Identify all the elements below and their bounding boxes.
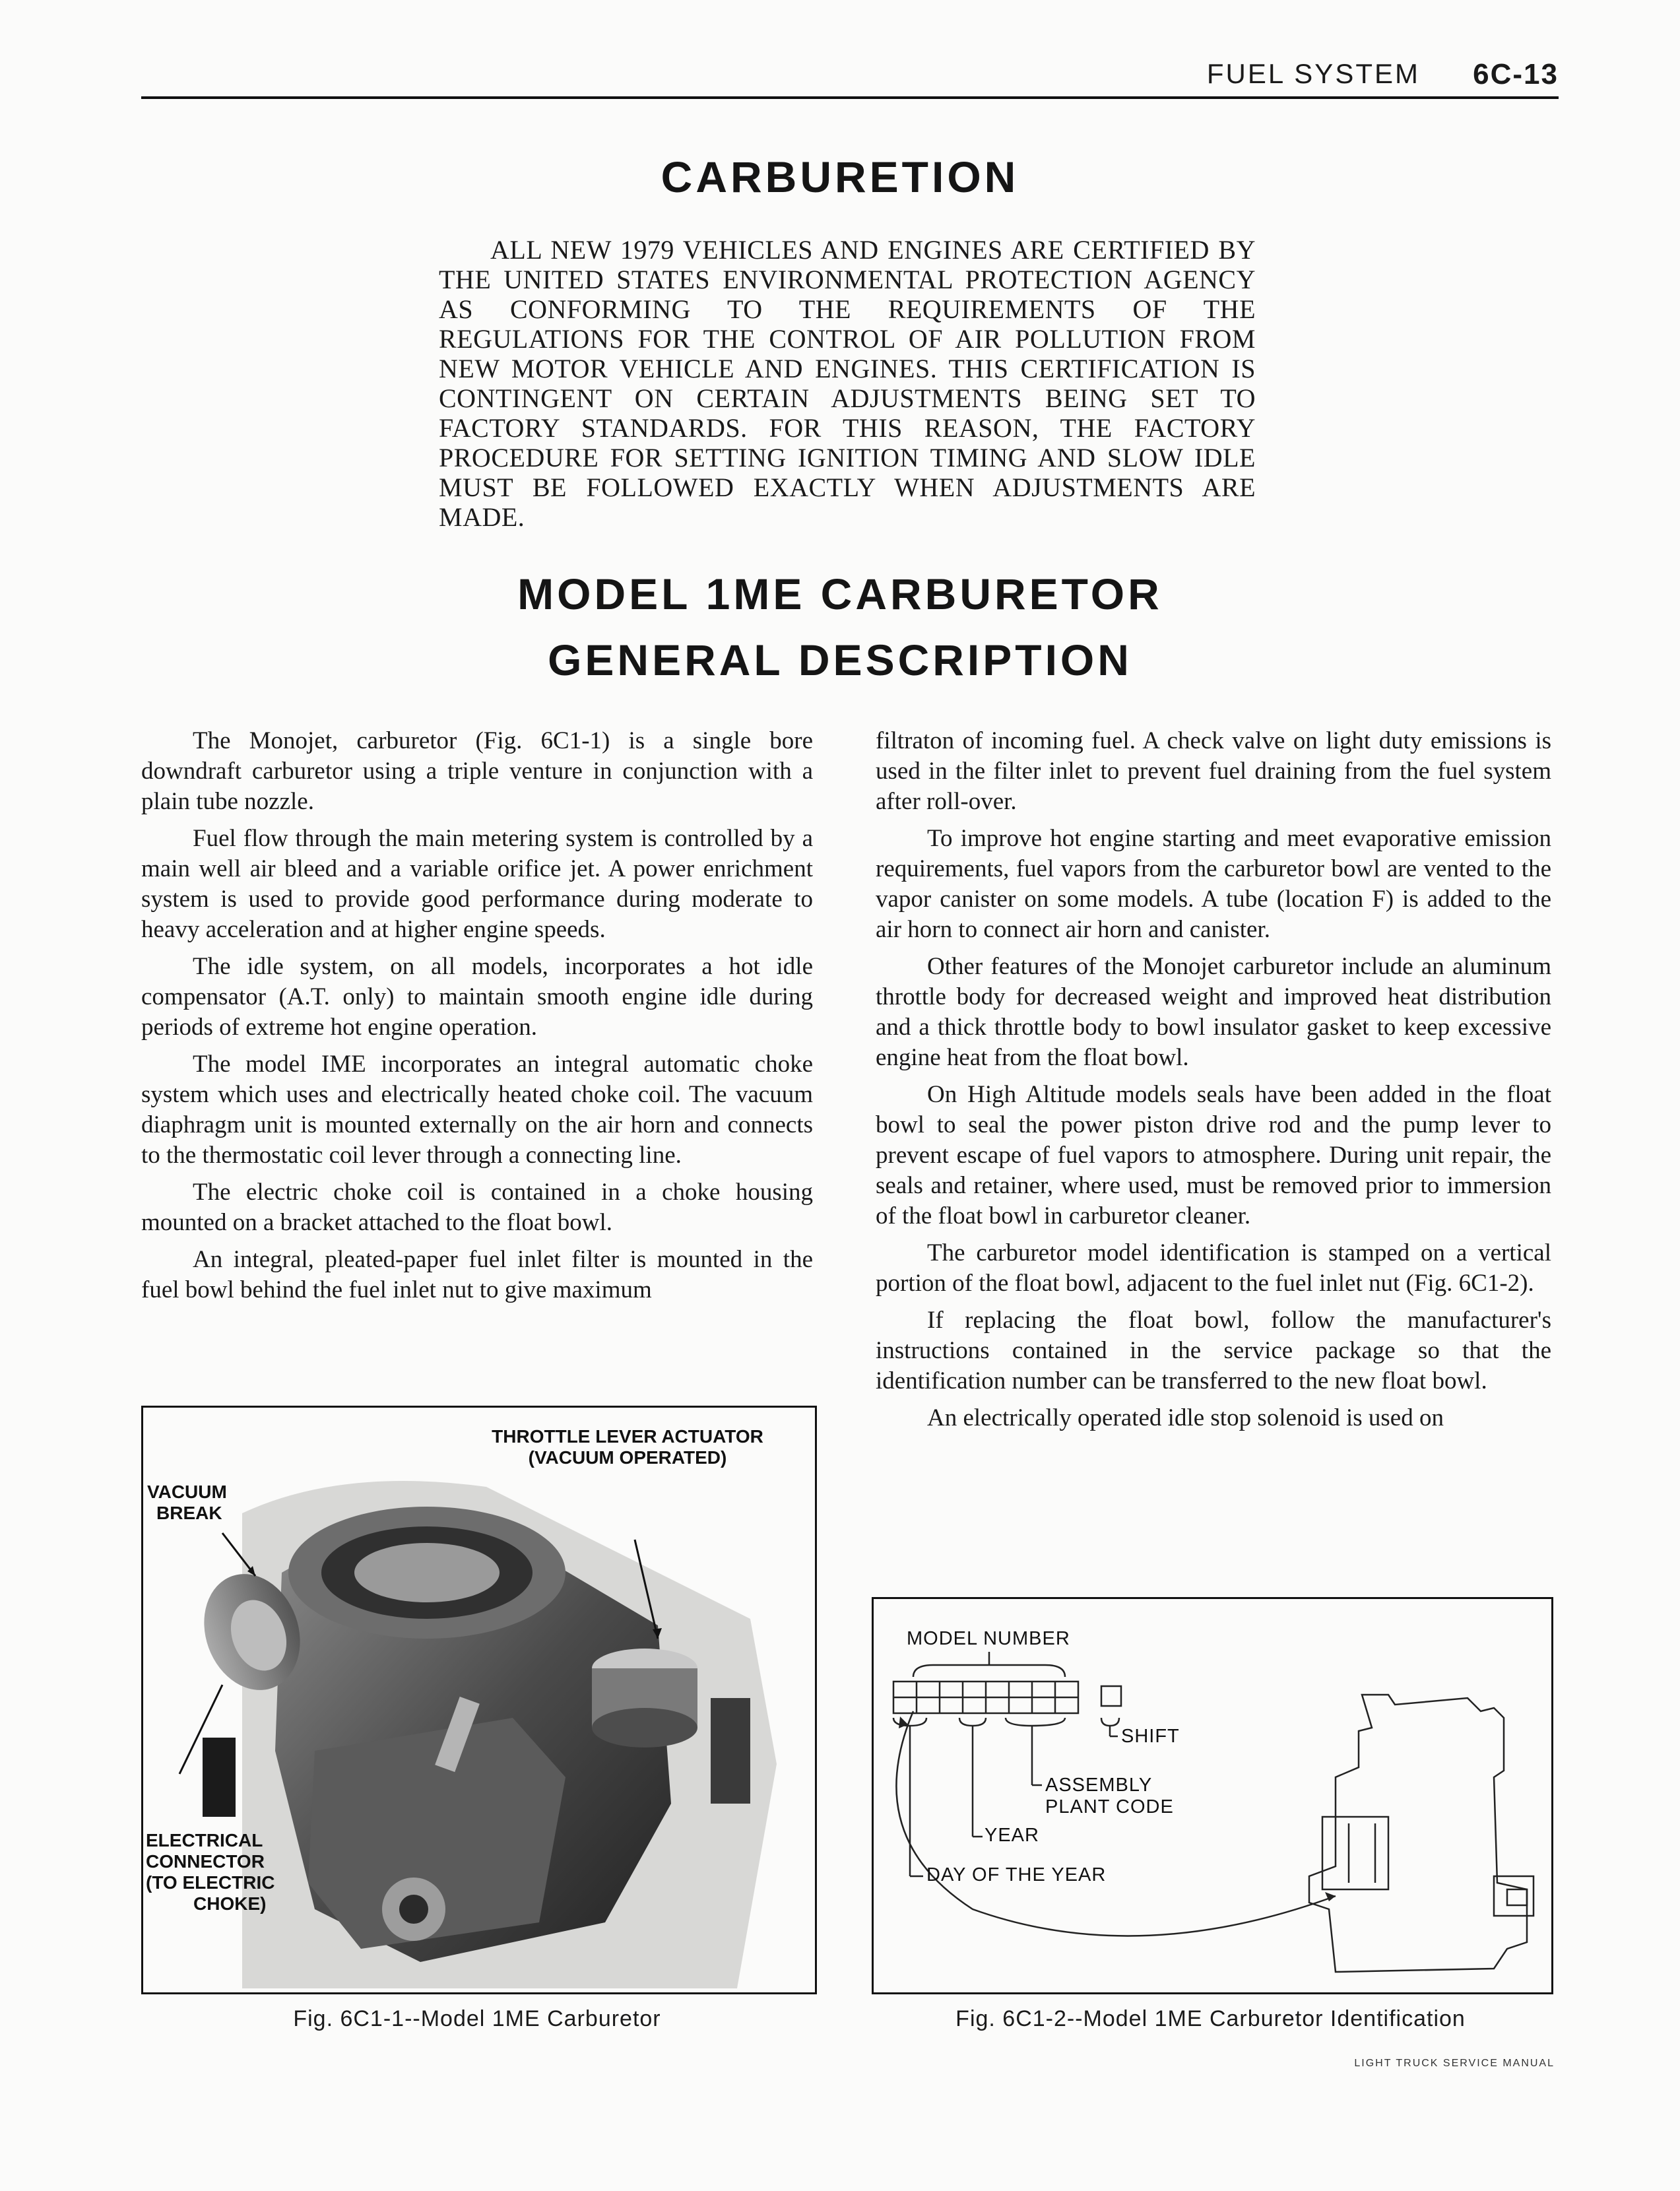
paragraph: If replacing the float bowl, follow the manufacturer's instructions contained in the service package so that the identification number can be transferred to the new float bowl.: [876, 1307, 1551, 1394]
paragraph: The electric choke coil is contained in a choke housing mounted on a bracket attached to the float bowl.: [141, 1179, 813, 1236]
label-year: YEAR: [985, 1825, 1039, 1846]
figure-carburetor-photo: [141, 1406, 817, 1994]
label-line: (TO ELECTRIC: [146, 1872, 275, 1893]
heading-general-description: GENERAL DESCRIPTION: [548, 636, 1132, 684]
figure-carburetor-identification: [872, 1597, 1553, 1994]
paragraph: The carburetor model identification is stamped on a vertical portion of the float bowl, adjacent to the fuel inlet nut (Fig. 6C1-2).: [876, 1239, 1551, 1297]
label-electrical-connector: [146, 1830, 275, 1914]
section-title: FUEL SYSTEM: [1206, 58, 1420, 89]
paragraph: To improve hot engine starting and meet evaporative emission requirements, fuel vapors from the carburetor bowl are vented to the vapor canister on some models. A tube (location F) is added to the air horn to connect air horn and canister.: [876, 825, 1551, 943]
label-shift: SHIFT: [1121, 1726, 1180, 1747]
label-line: CONNECTOR: [146, 1851, 265, 1872]
label-line: THROTTLE LEVER ACTUATOR: [492, 1426, 763, 1447]
label-line: PLANT CODE: [1045, 1796, 1174, 1817]
paragraph: The idle system, on all models, incorporates a hot idle compensator (A.T. only) to maintain smooth engine idle during periods of extreme hot engine operation.: [141, 953, 813, 1041]
certification-notice: ALL NEW 1979 VEHICLES AND ENGINES ARE CERTIFIED BY THE UNITED STATES ENVIRONMENTAL PROTECTION AGENCY AS CONFORMING TO THE REQUIREMENTS OF THE REGULATIONS FOR THE CONTROL OF AIR POLLUTION FROM NEW MOTOR VEHICLE AND ENGINES. THIS CERTIFICATION IS CONTINGENT ON CERTAIN ADJUSTMENTS BEING SET TO FACTORY STANDARDS. FOR THIS REASON, THE FACTORY PROCEDURE FOR SETTING IGNITION TIMING AND SLOW IDLE MUST BE FOLLOWED EXACTLY WHEN ADJUSTMENTS ARE MADE.: [439, 235, 1256, 532]
label-line: BREAK: [156, 1503, 222, 1523]
page-header: [141, 54, 1559, 99]
label-line: ELECTRICAL: [146, 1830, 263, 1850]
figure2-caption: Fig. 6C1-2--Model 1ME Carburetor Identification: [955, 2006, 1466, 2031]
label-line: (VACUUM OPERATED): [528, 1447, 727, 1468]
page-number: 6C-13: [1473, 58, 1559, 90]
footer-manual-title: LIGHT TRUCK SERVICE MANUAL: [1354, 2058, 1555, 2069]
label-day-of-the-year: DAY OF THE YEAR: [926, 1864, 1107, 1885]
paragraph: The Monojet, carburetor (Fig. 6C1-1) is a single bore downdraft carburetor using a triple venture in conjunction with a plain tube nozzle.: [141, 727, 813, 815]
heading-carburetion: CARBURETION: [661, 152, 1019, 201]
figure1-caption: Fig. 6C1-1--Model 1ME Carburetor: [293, 2006, 661, 2031]
label-model-number: MODEL NUMBER: [907, 1628, 1070, 1649]
paragraph: The model IME incorporates an integral automatic choke system which uses and electrically heated choke coil. The vacuum diaphragm unit is mounted externally on the air horn and connects to the thermostatic coil lever through a connecting line.: [141, 1051, 813, 1169]
label-assembly-plant-code: [1045, 1775, 1174, 1818]
paragraph-continuation: filtraton of incoming fuel. A check valve on light duty emissions is used in the filter inlet to prevent fuel draining from the fuel system after roll-over.: [876, 727, 1551, 815]
right-column: [876, 726, 1551, 1440]
label-line: VACUUM: [147, 1482, 227, 1502]
identification-diagram: [874, 1599, 1551, 1992]
label-line: CHOKE): [193, 1893, 267, 1914]
label-throttle-lever-actuator: [482, 1426, 773, 1468]
paragraph: An electrically operated idle stop solenoid is used on: [927, 1404, 1444, 1431]
paragraph: An integral, pleated-paper fuel inlet filter is mounted in the fuel bowl behind the fuel inlet nut to give maximum: [141, 1246, 813, 1303]
label-line: ASSEMBLY: [1045, 1775, 1153, 1796]
paragraph: Other features of the Monojet carburetor include an aluminum throttle body for decreased weight and improved heat distribution and a thick throttle body to bowl insulator gasket to keep excessive engine heat from the float bowl.: [876, 953, 1551, 1071]
heading-model: MODEL 1ME CARBURETOR: [517, 570, 1163, 618]
paragraph: Fuel flow through the main metering system is controlled by a main well air bleed and a variable orifice jet. A power enrichment system is used to provide good performance during moderate to heavy acceleration and at higher engine speeds.: [141, 825, 813, 943]
label-vacuum-break: [147, 1482, 227, 1524]
paragraph: On High Altitude models seals have been added in the float bowl to seal the power piston drive rod and the pump lever to prevent escape of fuel vapors to atmosphere. During unit repair, the seals and retainer, where used, must be removed prior to immersion of the float bowl in carburetor cleaner.: [876, 1081, 1551, 1229]
left-column: [141, 726, 813, 1312]
